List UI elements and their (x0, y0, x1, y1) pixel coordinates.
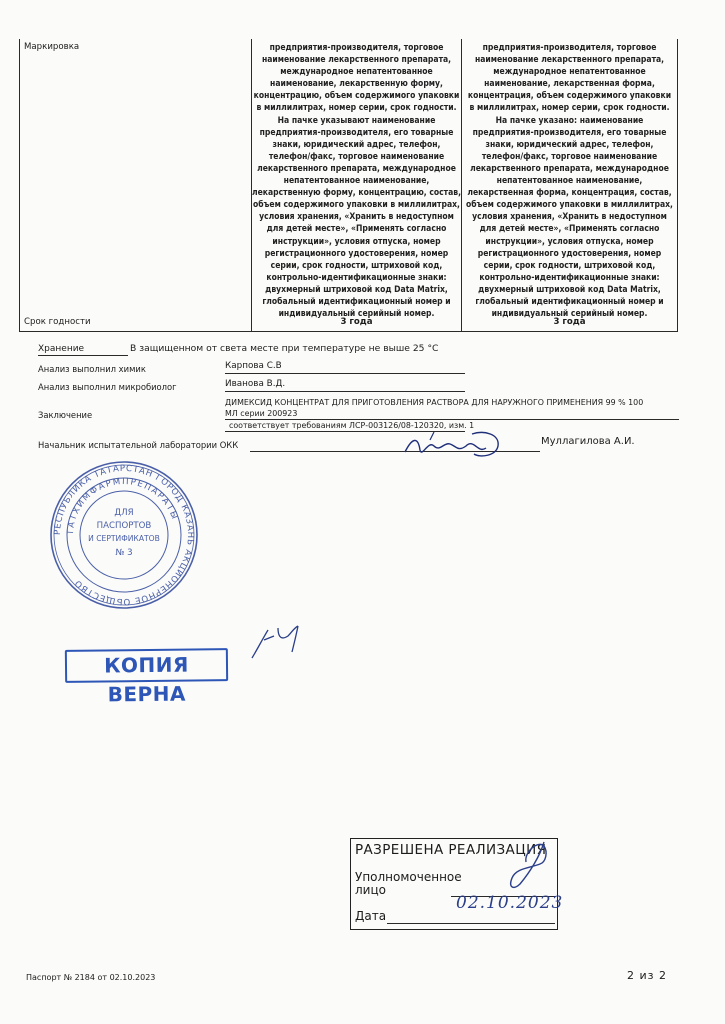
seal-center-line: ПАСПОРТОВ (96, 521, 152, 531)
seal-center-line: № 3 (115, 548, 133, 558)
microbiologist-name: Иванова В.Д. (225, 379, 286, 389)
spec-text-line: индивидуальный серийный номер. (278, 309, 435, 320)
release-title: РАЗРЕШЕНА РЕАЛИЗАЦИЯ (355, 842, 547, 858)
spec-text-line: условия хранения, «Хранить в недоступном (259, 212, 454, 223)
seal-center-line: И СЕРТИФИКАТОВ (88, 534, 160, 543)
expiry-result-value: 3 года (553, 317, 586, 327)
storage-underline (38, 355, 128, 356)
spec-text-line: непатентованное наименование, (496, 176, 643, 187)
spec-text-line: На пачке указывают наименование (277, 115, 436, 126)
spec-text-line: концентрацию, объем содержимого упаковки (253, 91, 460, 102)
head-signature (400, 428, 510, 462)
chemist-underline (225, 373, 465, 374)
expiry-norm-value: 3 года (340, 317, 373, 327)
spec-text-line: двухмерный штриховой код Data Matrix, (265, 284, 448, 295)
spec-text-line: серии, срок годности, штриховой код, (270, 260, 443, 271)
specification-table (19, 39, 678, 332)
spec-text-line: серии, срок годности, штриховой код, (483, 260, 656, 271)
microbiologist-underline (225, 391, 465, 392)
spec-text-line: регистрационного удостоверения, номер (477, 248, 662, 259)
spec-text-line: для детей месте», «Применять согласно (479, 224, 660, 235)
spec-text-line: телефон/факс, торговое наименование (268, 151, 445, 162)
conclusion-underline (225, 419, 679, 420)
spec-text-line: в миллилитрах, номер серии, срок годности. (256, 103, 457, 114)
spec-text-line: концентрация, объем содержимого упаковки (467, 91, 672, 102)
spec-text-line: инструкции», условия отпуска, номер (272, 236, 441, 247)
microbiologist-label: Анализ выполнил микробиолог (38, 382, 177, 392)
storage-value: В защищенном от света месте при температуре не выше 25 °С (130, 343, 439, 354)
spec-text-line: регистрационного удостоверения, номер (264, 248, 449, 259)
spec-text-line: предприятия-производителя, торговое (269, 43, 444, 53)
seal-center-line: ДЛЯ (114, 508, 134, 518)
spec-text-line: индивидуальный серийный номер. (491, 309, 648, 320)
round-company-seal (49, 460, 199, 610)
spec-text-line: инструкции», условия отпуска, номер (485, 236, 654, 247)
passport-footer: Паспорт № 2184 от 02.10.2023 (26, 973, 156, 982)
spec-text-line: телефон/факс, торговое наименование (481, 151, 658, 162)
conclusion-product: ДИМЕКСИД КОНЦЕНТРАТ ДЛЯ ПРИГОТОВЛЕНИЯ РАСТВОРА ДЛЯ НАРУЖНОГО ПРИМЕНЕНИЯ 99 % 100 (225, 398, 644, 407)
chemist-label: Анализ выполнил химик (38, 364, 146, 374)
spec-text-line: в миллилитрах, номер серии, срок годности. (469, 103, 670, 114)
row-name-marking: Маркировка (24, 42, 80, 52)
result-text-cell (462, 42, 677, 320)
copy-certified-stamp: КОПИЯ ВЕРНА (65, 648, 228, 683)
spec-text-line: международное непатентованное (493, 67, 646, 78)
spec-text-line: предприятия-производителя, торговое (482, 43, 657, 53)
authorized-person-label: Уполномоченное (355, 870, 462, 884)
spec-text-line: предприятия-производителя, его товарные (472, 127, 667, 138)
conclusion-series: МЛ серии 200923 (225, 409, 298, 418)
chemist-name: Карпова С.В (225, 361, 282, 371)
spec-text-line: контрольно-идентификационные знаки: (479, 272, 660, 283)
conclusion-label: Заключение (38, 410, 93, 420)
spec-text-line: международное непатентованное (280, 67, 433, 78)
storage-label: Хранение (38, 344, 85, 354)
head-label: Начальник испытательной лаборатории ОКК (38, 440, 239, 450)
release-date-line (387, 923, 555, 924)
handwritten-initials (248, 622, 306, 662)
release-date-label: Дата (355, 909, 387, 923)
spec-text-line: объем содержимого упаковки в миллилитрах, (466, 200, 673, 211)
spec-text-line: двухмерный штриховой код Data Matrix, (478, 284, 661, 295)
row-name-expiry: Срок годности (24, 317, 91, 327)
spec-text-line: лекарственного препарата, международное (257, 163, 456, 174)
spec-text-line: наименование, лекарственную форму, (270, 79, 443, 90)
spec-text-line: знаки, юридический адрес, телефон, (272, 139, 441, 150)
spec-text-line: лекарственного препарата, международное (470, 163, 669, 174)
head-name: Муллагилова А.И. (541, 436, 635, 447)
spec-text-line: наименование, лекарственная форма, (484, 79, 655, 90)
spec-text-line: для детей месте», «Применять согласно (266, 224, 447, 235)
spec-text-line: лекарственная форма, концентрация, состав, (467, 188, 672, 199)
spec-text-line: глобальный идентификационный номер и (262, 296, 451, 307)
spec-text-line: контрольно-идентификационные знаки: (266, 272, 447, 283)
spec-text-line: лекарственную форму, концентрацию, состав, (252, 188, 461, 199)
seal-outer-ring-text: РЕСПУБЛИКА ТАТАРСТАН ГОРОД КАЗАНЬ АКЦИОНЕРНОЕ ОБЩЕСТВО (52, 463, 196, 607)
norm-text-cell (252, 42, 461, 320)
release-date-value: 02.10.2023 (456, 893, 564, 913)
conclusion-compliance: соответствует требованиям ЛСР-003126/08-120320, изм. 1 (229, 421, 475, 430)
spec-text-line: глобальный идентификационный номер и (475, 296, 664, 307)
spec-text-line: наименование лекарственного препарата, (261, 55, 452, 66)
spec-text-line: предприятия-производителя, его товарные (259, 127, 454, 138)
spec-text-line: На пачке указано: наименование (495, 115, 644, 126)
spec-text-line: непатентованное наименование, (283, 176, 430, 187)
spec-text-line: наименование лекарственного препарата, (474, 55, 665, 66)
spec-text-line: знаки, юридический адрес, телефон, (485, 139, 654, 150)
authorized-person-label-2: лицо (355, 883, 386, 897)
spec-text-line: условия хранения, «Хранить в недоступном (472, 212, 667, 223)
page-number: 2 из 2 (627, 969, 667, 982)
authorized-signature (500, 838, 560, 900)
spec-text-line: объем содержимого упаковки в миллилитрах, (253, 200, 460, 211)
seal-inner-ring-text: ТАТХИМФАРМПРЕПАРАТЫ (65, 476, 180, 536)
